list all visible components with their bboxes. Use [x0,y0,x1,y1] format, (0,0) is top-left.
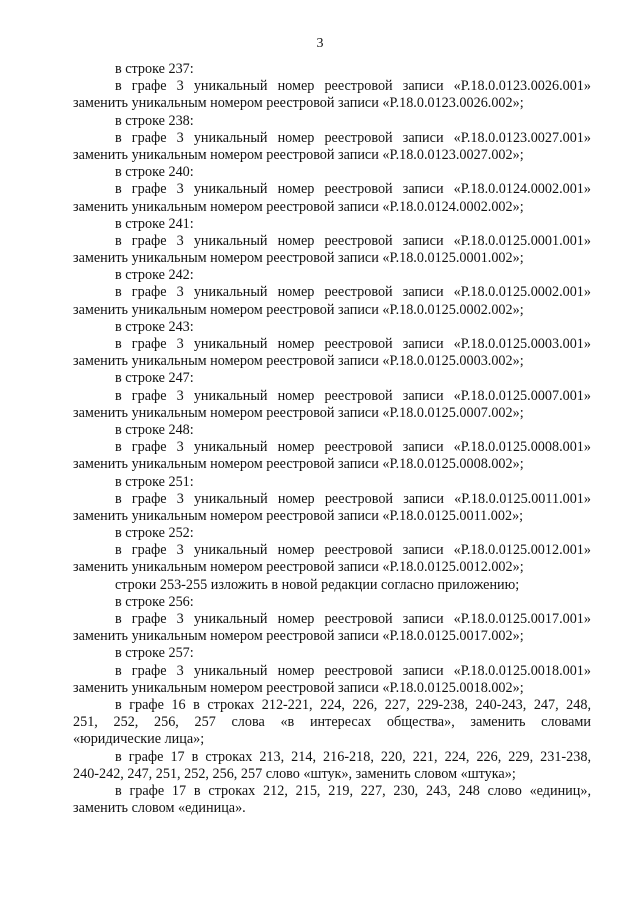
text-line: заменить уникальным номером реестровой записи «Р.18.0.0125.0001.002»; [73,250,524,267]
text-line: 240-242, 247, 251, 252, 256, 257 слово «штук», заменить словом «штука»; [73,765,516,782]
text-line: в графе 3 уникальный номер реестровой записи «Р.18.0.0123.0026.001» [115,78,591,95]
text-line: заменить уникальным номером реестровой записи «Р.18.0.0125.0003.002»; [73,353,524,370]
text-line: в графе 3 уникальный номер реестровой записи «Р.18.0.0125.0017.001» [115,611,591,627]
text-line: в строке 251: [115,473,194,490]
text-line: в строке 237: [115,61,194,77]
text-line: в строке 252: [115,525,194,542]
text-line: в графе 3 уникальный номер реестровой записи «Р.18.0.0124.0002.001» [115,181,591,198]
text-line: в графе 17 в строках 213, 214, 216-218, 220, 221, 224, 226, 229, 231-238, [115,748,591,765]
text-line: в строке 238: [115,112,194,129]
text-line: заменить уникальным номером реестровой записи «Р.18.0.0125.0002.002»; [73,301,524,318]
text-line: «юридические лица»; [73,731,205,748]
text-line: в строке 243: [115,318,194,335]
text-line: в строке 240: [115,164,194,181]
text-line: заменить уникальным номером реестровой записи «Р.18.0.0124.0002.002»; [73,198,524,215]
text-line: в графе 3 уникальный номер реестровой записи «Р.18.0.0125.0018.001» [115,662,591,679]
text-line: заменить уникальным номером реестровой записи «Р.18.0.0125.0011.002»; [73,507,524,524]
text-line: 251, 252, 256, 257 слова «в интересах общества», заменить словами [73,714,591,731]
text-line: в графе 3 уникальный номер реестровой записи «Р.18.0.0125.0001.001» [115,232,591,249]
text-line: заменить уникальным номером реестровой записи «Р.18.0.0123.0026.002»; [73,95,524,112]
text-line: в графе 3 уникальный номер реестровой записи «Р.18.0.0125.0003.001» [115,336,591,352]
text-line: заменить уникальным номером реестровой записи «Р.18.0.0125.0012.002»; [73,559,524,576]
text-line: в строке 242: [115,267,194,284]
page-number: 3 [316,36,324,51]
text-line: в графе 3 уникальный номер реестровой записи «Р.18.0.0125.0011.001» [115,490,591,507]
text-line: в строке 248: [115,421,194,438]
text-line: в графе 3 уникальный номер реестровой записи «Р.18.0.0123.0027.001» [115,129,591,146]
text-line: в графе 16 в строках 212-221, 224, 226, 227, 229-238, 240-243, 247, 248, [115,696,591,713]
text-line: заменить словом «единица». [73,800,246,817]
text-line: в графе 17 в строках 212, 215, 219, 227, 230, 243, 248 слово «единиц», [115,782,591,799]
text-line: в строке 256: [115,593,194,610]
text-line: в строке 257: [115,645,194,662]
text-line: в графе 3 уникальный номер реестровой записи «Р.18.0.0125.0007.001» [115,387,591,404]
text-line: заменить уникальным номером реестровой записи «Р.18.0.0125.0007.002»; [73,404,524,421]
text-line: в графе 3 уникальный номер реестровой записи «Р.18.0.0125.0012.001» [115,542,591,559]
text-line: заменить уникальным номером реестровой записи «Р.18.0.0125.0018.002»; [73,679,524,696]
text-line: в графе 3 уникальный номер реестровой записи «Р.18.0.0125.0002.001» [115,284,591,301]
text-line: заменить уникальным номером реестровой записи «Р.18.0.0125.0017.002»; [73,628,524,645]
text-line: в строке 241: [115,215,194,232]
text-line: заменить уникальным номером реестровой записи «Р.18.0.0125.0008.002»; [73,456,524,473]
document-body [73,61,591,817]
text-line: в графе 3 уникальный номер реестровой записи «Р.18.0.0125.0008.001» [115,439,591,456]
text-line: заменить уникальным номером реестровой записи «Р.18.0.0123.0027.002»; [73,146,524,163]
text-line: в строке 247: [115,370,194,387]
text-line: строки 253-255 изложить в новой редакции согласно приложению; [115,576,520,593]
